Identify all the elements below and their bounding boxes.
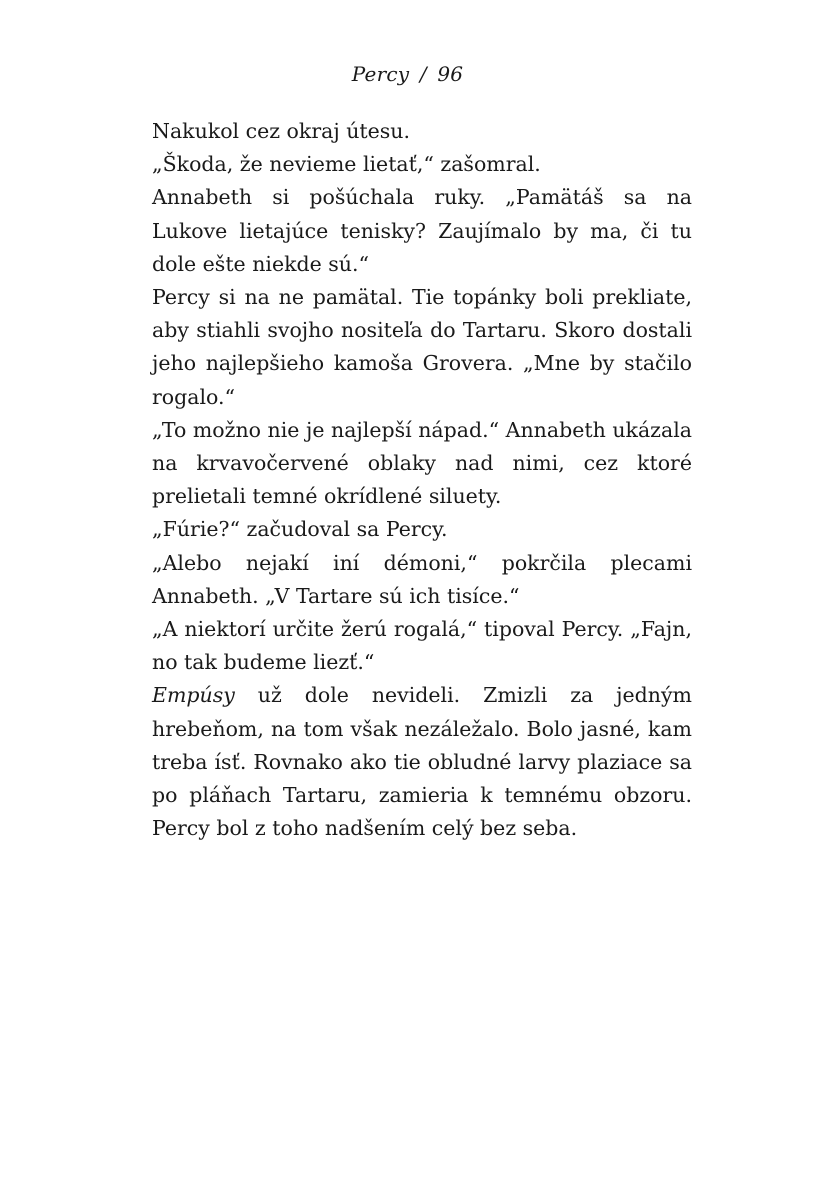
paragraph	[152, 414, 692, 514]
paragraph	[152, 181, 692, 281]
header-separator: /	[419, 62, 427, 86]
paragraph	[152, 281, 692, 414]
paragraph-text: už dole nevideli. Zmizli za jedným hrebeňom, na tom však nezáležalo. Bolo jasné, kam treba ísť. Rovnako ako tie obludné larvy plaziace sa po pláňach Tartaru, zamieria k temnému obzoru. Percy bol z toho nadšením celý bez seba.	[152, 683, 692, 841]
running-header	[0, 60, 815, 88]
paragraph-text: „Fúrie?“ začudoval sa Percy.	[152, 517, 448, 542]
paragraph	[152, 513, 692, 546]
paragraph-text: Percy si na ne pamätal. Tie topánky boli prekliate, aby stiahli svojho nositeľa do Tartaru. Skoro dostali jeho najlepšieho kamoša Grovera. „Mne by stačilo rogalo.“	[152, 285, 692, 409]
body-text	[152, 115, 692, 845]
paragraph-text: „Škoda, že nevieme lietať,“ zašomral.	[152, 152, 541, 177]
running-title: Percy	[351, 62, 410, 86]
emphasized-word: Empúsy	[152, 683, 235, 708]
paragraph	[152, 613, 692, 679]
page-number: 96	[437, 62, 464, 86]
paragraph	[152, 547, 692, 613]
paragraph-text: „To možno nie je najlepší nápad.“ Annabeth ukázala na krvavočervené oblaky nad nimi, cez ktoré prelietali temné okrídlené siluety.	[152, 417, 692, 509]
paragraph-text: Annabeth si pošúchala ruky. „Pamätáš sa na Lukove lietajúce tenisky? Zaujímalo by ma, či tu dole ešte niekde sú.“	[152, 185, 692, 276]
paragraph-text: „Alebo nejakí iní démoni,“ pokrčila plecami Annabeth. „V Tartare sú ich tisíce.“	[152, 550, 692, 608]
paragraph	[152, 115, 692, 148]
paragraph	[152, 148, 692, 181]
paragraph-text: „A niektorí určite žerú rogalá,“ tipoval Percy. „Fajn, no tak budeme liezť.“	[152, 617, 692, 675]
paragraph	[152, 679, 692, 845]
paragraph-text: Nakukol cez okraj útesu.	[152, 119, 411, 143]
